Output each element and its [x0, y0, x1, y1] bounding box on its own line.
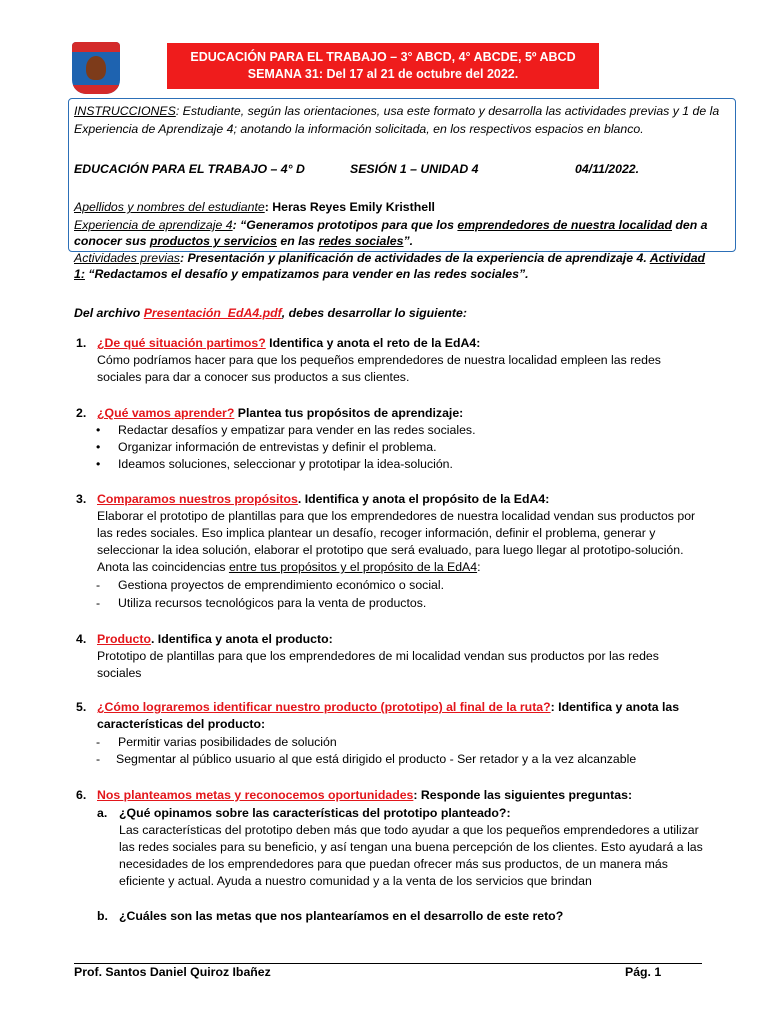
question-3-answer-line: seleccionar la idea solución, elaborar el prototipo que será evaluado, para luego llegar al prototipo-solución.: [97, 543, 684, 557]
school-crest-logo: [72, 42, 120, 94]
question-1-answer-line: sociales para dar a conocer sus productos a sus clientes.: [97, 370, 410, 384]
list-item: Segmentar al público usuario al que está dirigido el producto - Ser retador y a la vez alcanzable: [116, 752, 637, 766]
question-6a: ¿Qué opinamos sobre las características del prototipo planteado?:: [119, 806, 511, 820]
question-6a-answer-line: eficiente y actual. Ayuda a nuestro comunidad y a la venta de los servicios que brindan: [119, 874, 592, 888]
sub-item-label: a.: [97, 806, 108, 820]
list-item: Organizar información de entrevistas y definir el problema.: [118, 440, 437, 454]
header-title: EDUCACIÓN PARA EL TRABAJO – 3° ABCD, 4° ABCDE, 5º ABCD: [190, 50, 576, 64]
experience-line-2: conocer sus productos y servicios en las redes sociales”.: [74, 234, 414, 248]
dash-icon: -: [96, 578, 101, 592]
footer-page-number: Pág. 1: [625, 965, 662, 979]
list-item: Ideamos soluciones, seleccionar y prototipar la idea-solución.: [118, 457, 453, 471]
dash-icon: -: [96, 752, 101, 766]
question-4-answer-line: sociales: [97, 666, 142, 680]
student-name-line: Apellidos y nombres del estudiante: Heras Reyes Emily Kristhell: [74, 200, 435, 214]
item-number: 1.: [76, 336, 87, 350]
question-6a-answer-line: necesidades de los emprendedores para que puedan ofrecer más sus productos, de un manera más: [119, 857, 668, 871]
archive-instruction: Del archivo Presentación_EdA4.pdf, debes desarrollar lo siguiente:: [74, 306, 467, 320]
coincidences-prompt: Anota las coincidencias entre tus propósitos y el propósito de la EdA4:: [97, 560, 481, 574]
archive-file-link[interactable]: Presentación_EdA4.pdf: [143, 306, 282, 320]
list-item: Gestiona proyectos de emprendimiento económico o social.: [118, 578, 445, 592]
question-5-title: ¿Cómo lograremos identificar nuestro producto (prototipo) al final de la ruta?: Identifica y anota las: [97, 700, 680, 714]
document-header-banner: [167, 43, 599, 89]
dash-icon: -: [96, 735, 101, 749]
question-6a-answer-line: las redes sociales para su beneficio, y así tengan una buena percepción de los clientes. Esto ayudará a las: [119, 840, 703, 854]
session-label: SESIÓN 1 – UNIDAD 4: [350, 162, 479, 176]
item-number: 6.: [76, 788, 87, 802]
question-6b: ¿Cuáles son las metas que nos plantearíamos en el desarrollo de este reto?: [119, 909, 564, 923]
bullet-icon: •: [96, 423, 101, 437]
bullet-icon: •: [96, 440, 101, 454]
course-label: EDUCACIÓN PARA EL TRABAJO – 4° D: [74, 162, 305, 176]
question-2-title: ¿Qué vamos aprender? Plantea tus propósitos de aprendizaje:: [97, 406, 464, 420]
question-1-title: ¿De qué situación partimos? Identifica y anota el reto de la EdA4:: [97, 336, 481, 350]
session-date: 04/11/2022.: [575, 162, 640, 176]
question-1-answer-line: Cómo podríamos hacer para que los pequeños emprendedores de nuestra localidad empleen las redes: [97, 353, 661, 367]
question-4-answer-line: Prototipo de plantillas para que los emprendedores de mi localidad vendan sus productos por las redes: [97, 649, 659, 663]
list-item: Redactar desafíos y empatizar para vender en las redes sociales.: [118, 423, 476, 437]
list-item: Utiliza recursos tecnológicos para la venta de productos.: [118, 596, 427, 610]
question-3-answer-line: Elaborar el prototipo de plantillas para que los emprendedores de nuestra localidad vendan sus productos por: [97, 509, 696, 523]
sub-item-label: b.: [97, 909, 108, 923]
dash-icon: -: [96, 596, 101, 610]
item-number: 2.: [76, 406, 87, 420]
bullet-icon: •: [96, 457, 101, 471]
question-6a-answer-line: Las características del prototipo deben más que todo ayudar a que los pequeños emprendedores a utilizar: [119, 823, 699, 837]
question-3-answer-line: las redes sociales. Eso implica plantear un desafío, recoger información, definir el problema, generar y: [97, 526, 656, 540]
item-number: 5.: [76, 700, 87, 714]
question-5-prompt-continued: características del producto:: [97, 717, 266, 731]
instructions-line-2: Experiencia de Aprendizaje 4; anotando la información solicitada, en los respectivos espacios en blanco.: [74, 122, 644, 136]
header-week: SEMANA 31: Del 17 al 21 de octubre del 2022.: [247, 67, 519, 81]
question-4-title: Producto. Identifica y anota el producto:: [97, 632, 333, 646]
list-item: Permitir varias posibilidades de solución: [118, 735, 337, 749]
item-number: 4.: [76, 632, 87, 646]
question-3-title: Comparamos nuestros propósitos. Identifica y anota el propósito de la EdA4:: [97, 492, 550, 506]
footer-teacher: Prof. Santos Daniel Quiroz Ibañez: [74, 965, 271, 979]
experience-line-1: Experiencia de aprendizaje 4: “Generamos prototipos para que los emprendedores de nuestra localidad den a: [74, 218, 708, 232]
instructions-line-1: INSTRUCCIONES: Estudiante, según las orientaciones, usa este formato y desarrolla las actividades previas y 1 de la: [74, 104, 720, 118]
previous-activities-line-1: Actividades previas: Presentación y planificación de actividades de la experiencia de aprendizaje 4. Actividad: [74, 251, 706, 265]
question-6-title: Nos planteamos metas y reconocemos oportunidades: Responde las siguientes preguntas:: [97, 788, 633, 802]
previous-activities-line-2: 1: “Redactamos el desafío y empatizamos para vender en las redes sociales”.: [74, 267, 529, 281]
item-number: 3.: [76, 492, 87, 506]
